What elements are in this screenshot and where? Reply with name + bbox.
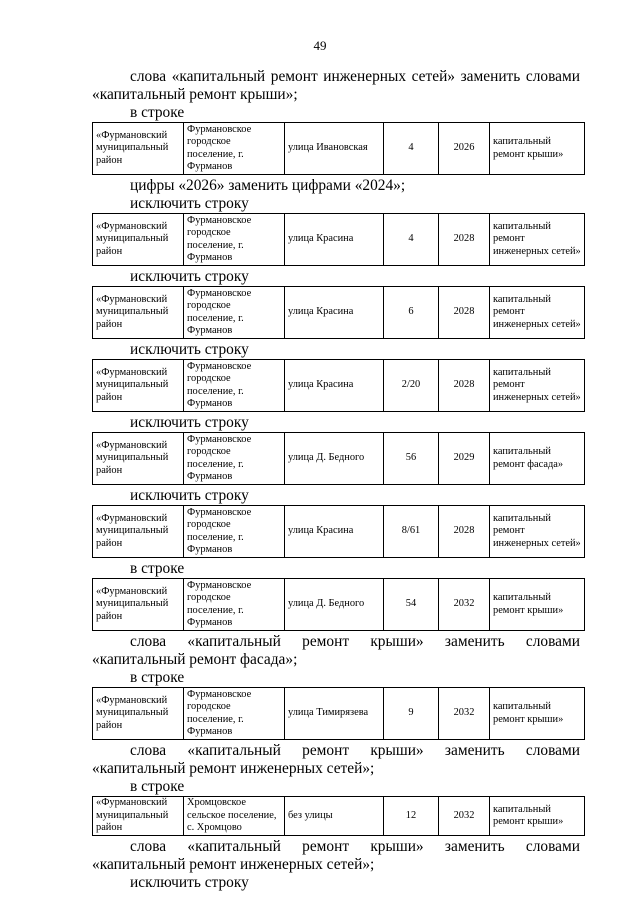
street-cell: улица Д. Бедного	[285, 433, 384, 485]
house-number-cell: 8/61	[384, 506, 439, 558]
house-number-cell: 4	[384, 214, 439, 266]
year-cell: 2028	[439, 287, 490, 339]
district-cell: «Фурмановский муниципальный район	[93, 123, 184, 175]
district-cell: «Фурмановский муниципальный район	[93, 506, 184, 558]
street-cell: улица Красина	[285, 506, 384, 558]
district-cell: «Фурмановский муниципальный район	[93, 579, 184, 631]
year-cell: 2029	[439, 433, 490, 485]
work-type-cell: капитальный ремонт инженерных сетей»	[490, 287, 585, 339]
work-type-cell: капитальный ремонт инженерных сетей»	[490, 214, 585, 266]
year-cell: 2028	[439, 360, 490, 412]
year-cell: 2026	[439, 123, 490, 175]
settlement-cell: Фурмановское городское поселение, г. Фурманов	[184, 688, 285, 740]
instruction-paragraph: слова «капитальный ремонт крыши» заменить словами «капитальный ремонт инженерных сетей»;	[92, 742, 580, 777]
instruction-label: в строке	[130, 778, 185, 795]
house-number-cell: 2/20	[384, 360, 439, 412]
district-cell: «Фурмановский муниципальный район	[93, 287, 184, 339]
street-cell: улица Тимирязева	[285, 688, 384, 740]
instruction-paragraph: цифры «2026» заменить цифрами «2024»;	[130, 177, 406, 194]
instruction-label: в строке	[130, 104, 185, 121]
house-number-cell: 56	[384, 433, 439, 485]
instruction-label: исключить строку	[130, 874, 249, 891]
year-cell: 2032	[439, 688, 490, 740]
street-cell: без улицы	[285, 797, 384, 836]
work-type-cell: капитальный ремонт крыши»	[490, 123, 585, 175]
instruction-label: исключить строку	[130, 414, 249, 431]
settlement-cell: Фурмановское городское поселение, г. Фурманов	[184, 579, 285, 631]
work-type-cell: капитальный ремонт инженерных сетей»	[490, 506, 585, 558]
instruction-label: исключить строку	[130, 268, 249, 285]
settlement-cell: Фурмановское городское поселение, г. Фурманов	[184, 214, 285, 266]
year-cell: 2028	[439, 214, 490, 266]
work-type-cell: капитальный ремонт инженерных сетей»	[490, 360, 585, 412]
table-row	[92, 687, 585, 740]
settlement-cell: Фурмановское городское поселение, г. Фурманов	[184, 360, 285, 412]
instruction-label: исключить строку	[130, 341, 249, 358]
house-number-cell: 12	[384, 797, 439, 836]
table-row	[92, 122, 585, 175]
street-cell: улица Ивановская	[285, 123, 384, 175]
instruction-paragraph: слова «капитальный ремонт инженерных сетей» заменить словами «капитальный ремонт крыши»;	[92, 68, 580, 103]
house-number-cell: 6	[384, 287, 439, 339]
table-row	[92, 796, 585, 836]
house-number-cell: 54	[384, 579, 439, 631]
settlement-cell: Хромцовское сельское поселение, с. Хромцово	[184, 797, 285, 836]
document-body	[92, 68, 580, 891]
district-cell: «Фурмановский муниципальный район	[93, 688, 184, 740]
district-cell: «Фурмановский муниципальный район	[93, 214, 184, 266]
work-type-cell: капитальный ремонт крыши»	[490, 688, 585, 740]
district-cell: «Фурмановский муниципальный район	[93, 797, 184, 836]
house-number-cell: 4	[384, 123, 439, 175]
settlement-cell: Фурмановское городское поселение, г. Фурманов	[184, 506, 285, 558]
street-cell: улица Красина	[285, 214, 384, 266]
table-row	[92, 578, 585, 631]
work-type-cell: капитальный ремонт крыши»	[490, 797, 585, 836]
instruction-label: в строке	[130, 669, 185, 686]
table-row	[92, 286, 585, 339]
work-type-cell: капитальный ремонт фасада»	[490, 433, 585, 485]
instruction-label: в строке	[130, 560, 185, 577]
page-number: 49	[313, 38, 327, 53]
instruction-label: исключить строку	[130, 195, 249, 212]
year-cell: 2028	[439, 506, 490, 558]
instruction-paragraph: слова «капитальный ремонт крыши» заменить словами «капитальный ремонт инженерных сетей»;	[92, 838, 580, 873]
table-row	[92, 359, 585, 412]
district-cell: «Фурмановский муниципальный район	[93, 360, 184, 412]
street-cell: улица Красина	[285, 287, 384, 339]
instruction-label: исключить строку	[130, 487, 249, 504]
settlement-cell: Фурмановское городское поселение, г. Фурманов	[184, 123, 285, 175]
settlement-cell: Фурмановское городское поселение, г. Фурманов	[184, 287, 285, 339]
settlement-cell: Фурмановское городское поселение, г. Фурманов	[184, 433, 285, 485]
table-row	[92, 213, 585, 266]
street-cell: улица Д. Бедного	[285, 579, 384, 631]
district-cell: «Фурмановский муниципальный район	[93, 433, 184, 485]
year-cell: 2032	[439, 579, 490, 631]
work-type-cell: капитальный ремонт крыши»	[490, 579, 585, 631]
table-row	[92, 432, 585, 485]
street-cell: улица Красина	[285, 360, 384, 412]
table-row	[92, 505, 585, 558]
instruction-paragraph: слова «капитальный ремонт крыши» заменить словами «капитальный ремонт фасада»;	[92, 633, 580, 668]
house-number-cell: 9	[384, 688, 439, 740]
year-cell: 2032	[439, 797, 490, 836]
